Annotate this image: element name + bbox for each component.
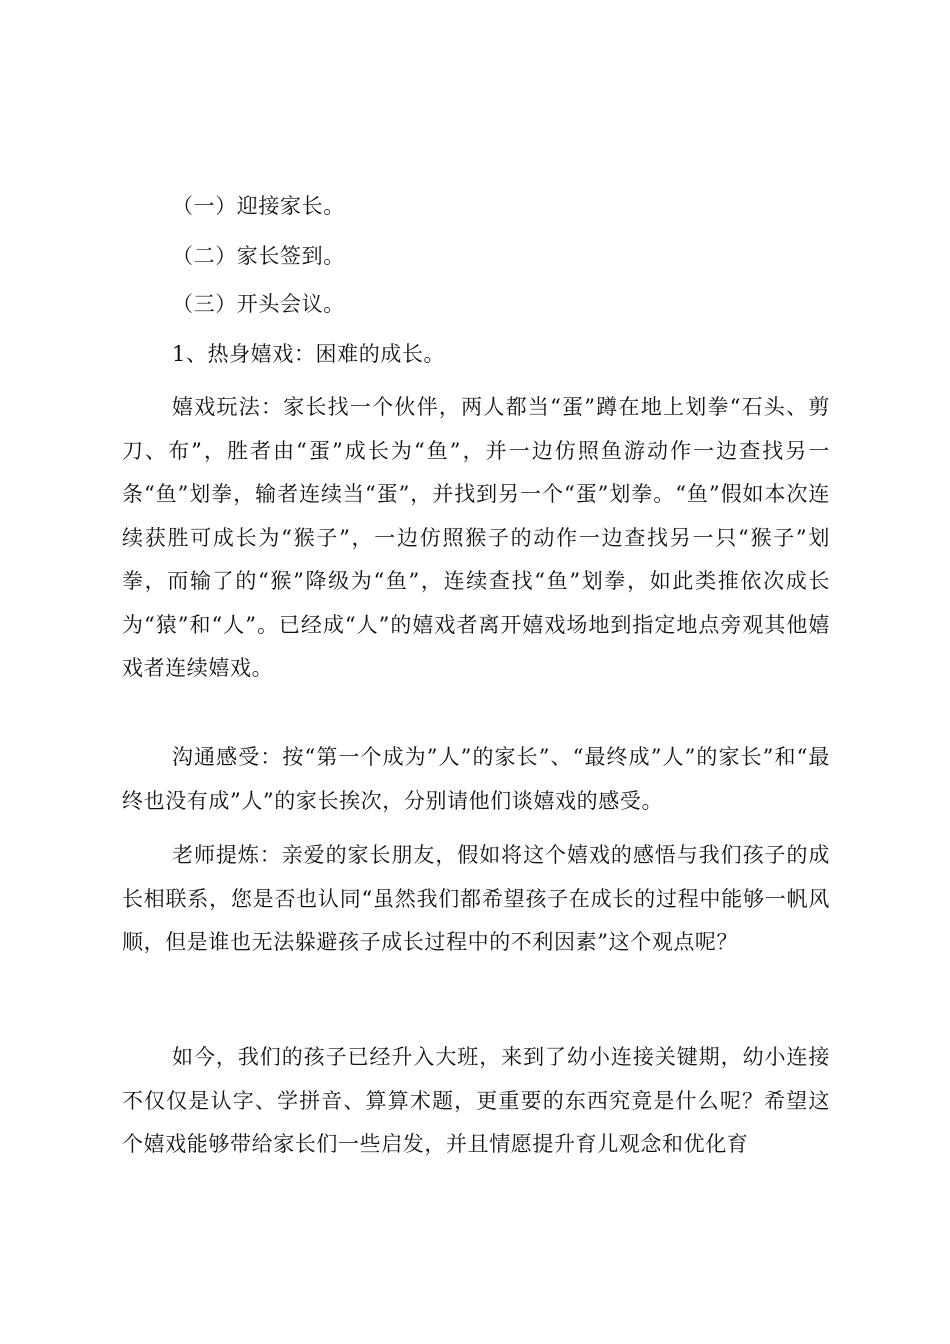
paragraph-game-rules: 嬉戏玩法：家长找一个伙伴，两人都当“蛋”蹲在地上划拳“石头、剪刀、布”，胜者由“蛋”成长为“鱼”，并一边仿照鱼游动作一边查找另一条“鱼”划拳，输者连续当“蛋”，并找到另一个“蛋”划拳。“鱼”假如本次连续获胜可成长为“猴子”，一边仿照猴子的动作一边查找另一只“猴子”划拳，而输了的“猴”降级为“鱼”，连续查找“鱼”划拳，如此类推依次成长为“猿”和“人”。已经成“人”的嬉戏者离开嬉戏场地到指定地点旁观其他嬉戏者连续嬉戏。 (122, 395, 830, 680)
paragraph-transition: 如今，我们的孩子已经升入大班，来到了幼小连接关键期，幼小连接不仅仅是认字、学拼音、算算术题，更重要的东西究竟是什么呢？希望这个嬉戏能够带给家长们一些启发，并且情愿提升育儿观念和优化育 (122, 1045, 830, 1156)
paragraph-teacher-summary: 老师提炼：亲爱的家长朋友，假如将这个嬉戏的感悟与我们孩子的成长相联系，您是否也认同“虽然我们都希望孩子在成长的过程中能够一帆风顺，但是谁也无法躲避孩子成长过程中的不利因素”这个观点呢？ (122, 843, 830, 954)
paragraph-share-feelings: 沟通感受：按“第一个成为”人”的家长”、“最终成”人”的家长”和“最终也没有成”人”的家长挨次，分别请他们谈嬉戏的感受。 (122, 745, 830, 813)
item-warmup-game: 1、热身嬉戏：困难的成长。 (172, 342, 446, 366)
item-parent-signin: （二）家长签到。 (172, 244, 345, 268)
item-welcome-parents: （一）迎接家长。 (172, 194, 345, 218)
item-opening-meeting: （三）开头会议。 (172, 292, 345, 316)
